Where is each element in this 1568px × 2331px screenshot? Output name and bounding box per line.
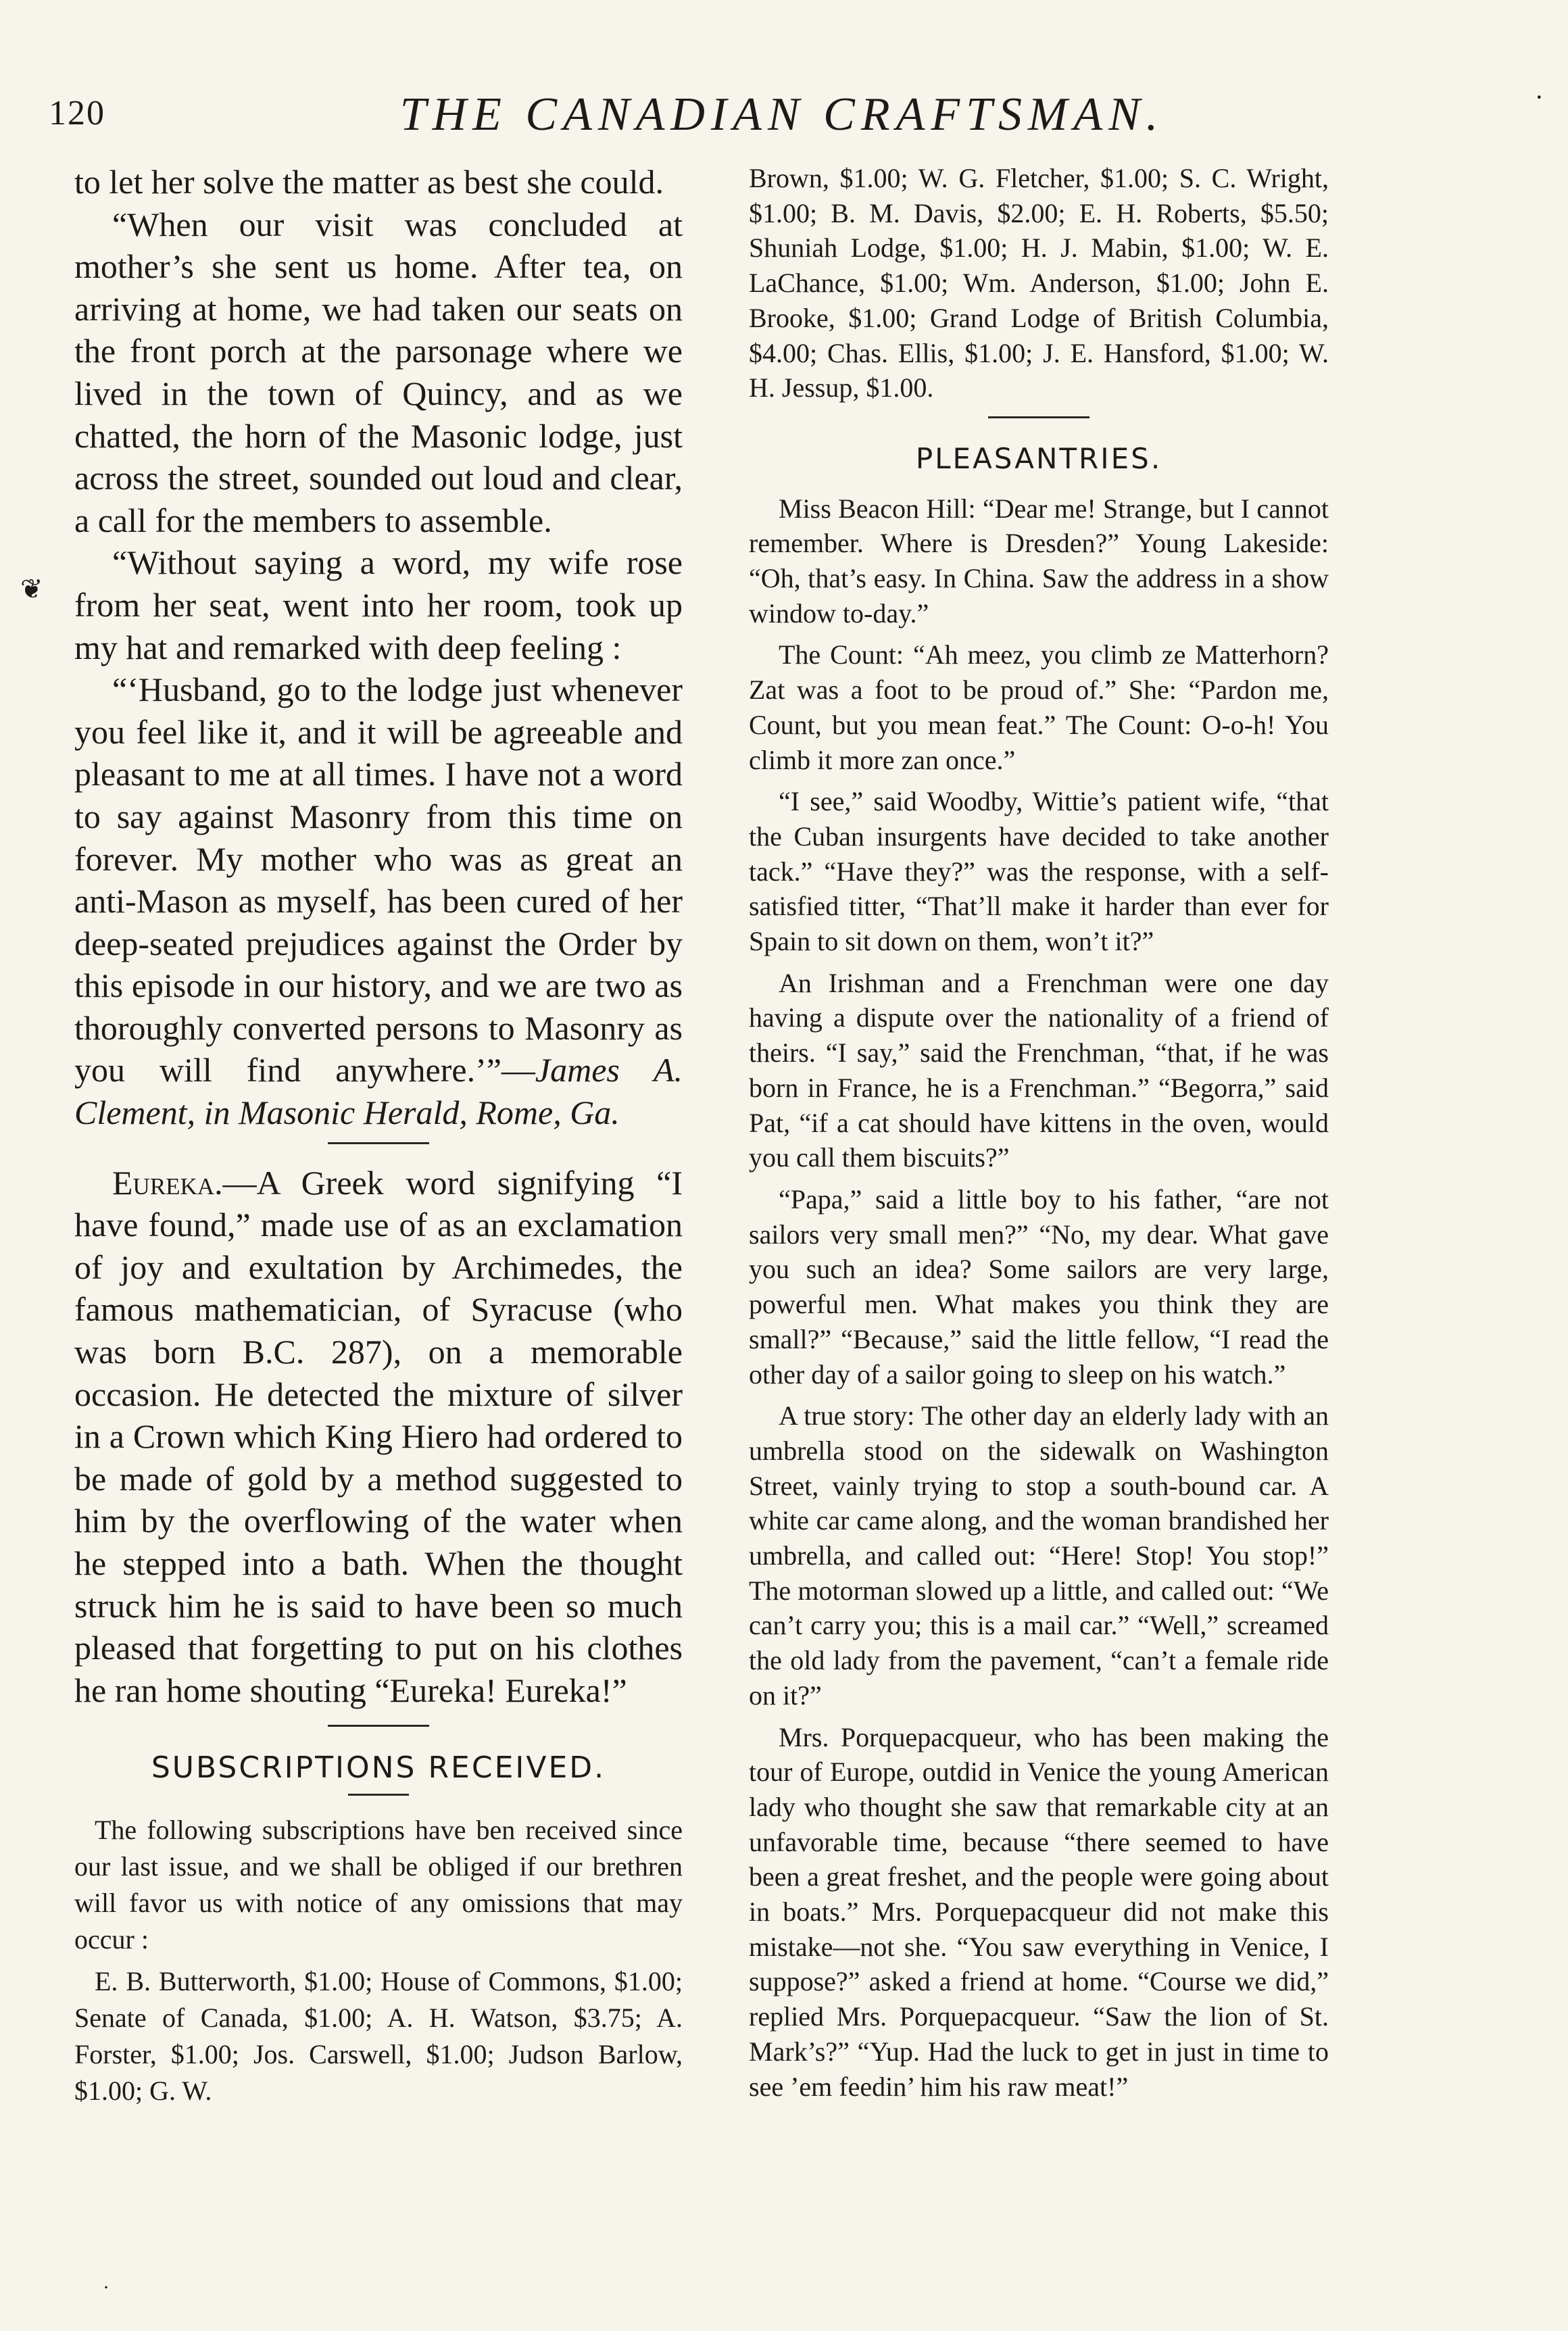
joke-paragraph: An Irishman and a Frenchman were one day having a dispute over the nationality of a friend of theirs. “I say,” said the Frenchman, “that, if he was born in France, he is a Frenchman.” “Begorra,” said Pat, “if a cat should have kittens in the oven, would you call them biscuits?” xyxy=(749,967,1329,1173)
section-rule xyxy=(328,1142,429,1144)
margin-mark-icon: ❦ xyxy=(20,574,43,604)
run-in-heading: Eureka. xyxy=(112,1163,223,1202)
quote-text: “‘Husband, go to the lodge just whenever you feel like it, and it will be agreeable and pleasant to me at all times. I have not a word to say against Masonry from this time on forever. My mother who was as great an anti-Mason as myself, has been cured of her deep-seated prejudices against the Order by this episode in our history, and we are two as thoroughly converted persons to Masonry as you will find anywhere.’”— xyxy=(74,670,683,1089)
corner-speck-icon: · xyxy=(1534,82,1544,112)
running-title: THE CANADIAN CRAFTSMAN. xyxy=(399,89,1165,141)
section-heading-pleasantries: PLEASANTRIES. xyxy=(915,441,1162,475)
joke-paragraph: The Count: “Ah meez, you climb ze Matterhorn? Zat was a foot to be proud of.” She: “Pardon me, Count, but you mean feat.” The Count: O-o-h! You climb it more zan once.” xyxy=(749,639,1329,775)
page-speck-icon: · xyxy=(103,2276,109,2299)
joke-paragraph: “I see,” said Woodby, Wittie’s patient wife, “that the Cuban insurgents have decided to take another tack.” “Have they?” was the response, with a self-satisfied titter, “That’ll make it harder than ever for Spain to sit down on them, won’t it?” xyxy=(749,786,1329,957)
joke-paragraph: Mrs. Porquepacqueur, who has been making the tour of Europe, outdid in Venice the young American lady who thought she saw that remarkable city at an unfavorable time, because “there seemed to have been a great freshet, and the people were going about in boats.” Mrs. Porquepacqueur did not make this mistake—not she. “You saw everything in Venice, I suppose?” asked a friend at home. “Course we did,” replied Mrs. Porquepacqueur. “Saw the lion of St. Mark’s?” “Yup. Had the luck to get in just in time to see ’em feedin’ him his raw meat!” xyxy=(749,1721,1329,2102)
joke-paragraph: A true story: The other day an elderly lady with an umbrella stood on the sidewalk on Washington Street, vainly trying to stop a south-bound car. A white car came along, and the woman brandished her umbrella, and called out: “Here! Stop! You stop!” The motorman slowed up a little, and called out: “We can’t carry you; this is a mail car.” “Well,” screamed the old lady from the pavement, “can’t a female ride on it?” xyxy=(749,1400,1329,1711)
paragraph: “Without saying a word, my wife rose from her seat, went into her room, took up my hat and remarked with deep feeling : xyxy=(74,543,683,666)
joke-paragraph: Miss Beacon Hill: “Dear me! Strange, but I cannot remember. Where is Dresden?” Young Lakeside: “Oh, that’s easy. In China. Saw the address in a show window to-day.” xyxy=(749,493,1329,629)
subscriptions-list: E. B. Butterworth, $1.00; House of Commons, $1.00; Senate of Canada, $1.00; A. H. Watson, $3.75; A. Forster, $1.00; Jos. Carswell, $1.00; Judson Barlow, $1.00; G. W. xyxy=(74,1965,683,2106)
section-rule xyxy=(348,1794,409,1796)
page-number: 120 xyxy=(49,94,105,132)
subscriptions-intro: The following subscriptions have ben received since our last issue, and we shall be obliged if our brethren will favor us with notice of any omissions that may occur : xyxy=(74,1814,683,1955)
right-column xyxy=(749,161,1329,2111)
subscriptions-list-continued: Brown, $1.00; W. G. Fletcher, $1.00; S. C. Wright, $1.00; B. M. Davis, $2.00; E. H. Roberts, $5.50; Shuniah Lodge, $1.00; H. J. Mabin, $1.00; W. E. LaChance, $1.00; Wm. Anderson, $1.00; John E. Brooke, $1.00; Grand Lodge of British Columbia, $4.00; Chas. Ellis, $1.00; J. E. Hansford, $1.00; W. H. Jessup, $1.00. xyxy=(749,163,1329,403)
running-header xyxy=(49,80,1515,141)
paragraph xyxy=(74,668,683,1134)
joke-paragraph: “Papa,” said a little boy to his father, “are not sailors very small men?” “No, my dear. What gave you such an idea? Some sailors are very large, powerful men. What makes you think they are small?” “Because,” said the little fellow, “I read the other day of a sailor going to sleep on his watch.” xyxy=(749,1183,1329,1390)
left-column xyxy=(74,161,683,2109)
section-heading-subscriptions: SUBSCRIPTIONS RECEIVED. xyxy=(151,1750,606,1786)
paragraph: to let her solve the matter as best she could. xyxy=(74,163,664,201)
article-credit: James A. Clement, in Masonic Herald, Rome, Ga. xyxy=(74,1051,683,1132)
section-rule xyxy=(328,1725,429,1727)
paragraph: “When our visit was concluded at mother’s she sent us home. After tea, on arriving at home, we had taken our seats on the front porch at the parsonage where we lived in the town of Quincy, and as we chatted, the horn of the Masonic lodge, just across the street, sounded out loud and clear, a call for the members to assemble. xyxy=(74,205,683,539)
eureka-text: —A Greek word signifying “I have found,” made use of as an exclamation of joy and exultation by Archimedes, the famous mathematician, of Syracuse (who was born B.C. 287), on a memorable occasion. He detected the mixture of silver in a Crown which King Hiero had ordered to be made of gold by a method suggested to him by the overflowing of the water when he stepped into a bath. When the thought struck him he is said to have been so much pleased that forgetting to put on his clothes he ran home shouting “Eureka! Eureka!” xyxy=(74,1163,683,1709)
paragraph-eureka xyxy=(74,1162,683,1712)
section-rule xyxy=(988,416,1089,418)
